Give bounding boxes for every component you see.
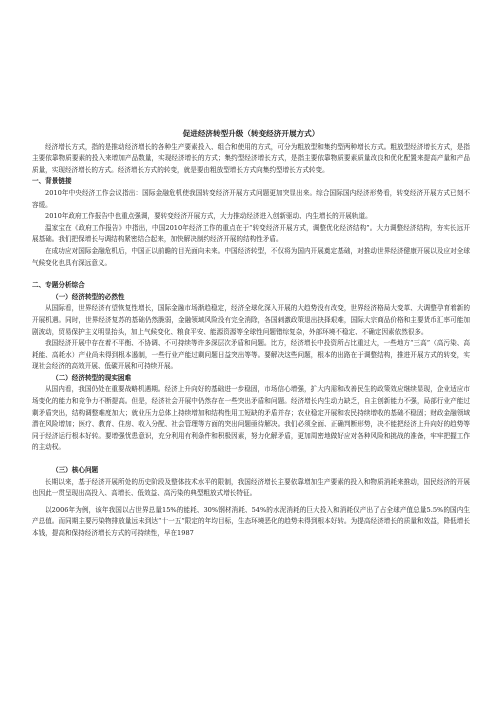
background-paragraph: 温家宝在《政府工作报告》中指出，中国2010年经济工作的重点在于“转变经济开展方式，调整优化经济结构”。大力调整经济结构，夯实长远开展基础。我们把保增长与调结构紧密结合起来，加快解决制约经济开展的结构性矛盾。: [32, 223, 470, 244]
subsection-heading-difficulties: （二）经济转型的现实困难: [52, 373, 132, 382]
section-heading-background: 一、背景链接: [32, 177, 72, 186]
intro-paragraph: 经济增长方式，指的是推动经济增长的各种生产要素投入、组合和使用的方式，可分为粗放型和集约型两种增长方式。粗放型经济增长方式，是指主要依靠物质要素的投入来增加产品数量，实现经济增长的方式；集约型经济增长方式，是指主要依靠物质要素质量改良和优化配置来提高产量和产品质量，实现经济增长的方式。经济增长方式的转变，就是要由粗放型增长方式向集约型增长方式转变。: [32, 142, 470, 174]
necessity-paragraph: 我国经济开展中存在着不平衡、不协调、不可持续等许多深层次矛盾和问题。比方，经济增长中投资所占比重过大，一些地方“三高”（高污染、高耗能、高耗水）产业尚未得到根本遏制，一些行业产能过剩问题日益突出等等。要解决这些问题，根本的出路在于调整结构，推进开展方式的转变，实现社会经济的高效开展、低碳开展和可持续开展。: [32, 339, 470, 371]
background-paragraph: 在成功应对国际金融危机后，中国正以前瞻的目光面向未来。中国经济转型，不仅将为国内开展奠定基础，对推动世界经济健康开展以及应对全球气候变化也具有深远意义。: [32, 246, 470, 267]
core-issues-paragraph: 长期以来，基于经济开展所处的历史阶段及整体技术水平的限制，我国经济增长主要依靠增加生产要素的投入和物质消耗来推动，国民经济的开展也因此一贯呈现出高投入、高增长、低效益、高污染的典型粗放式增长特征。: [32, 477, 470, 498]
background-paragraph: 2010年中央经济工作会议指出：国际金融危机使我国转变经济开展方式问题更加突显出来。综合国际国内经济形势看，转变经济开展方式已刻不容缓。: [32, 188, 470, 209]
background-paragraph: 2010年政府工作报告中也重点强调，要转变经济开展方式，大力推动经济进入创新驱动、内生增长的开展轨道。: [45, 212, 372, 221]
core-issues-paragraph: 以2006年为例，该年我国以占世界总量15%的能耗、30%钢材消耗、54%的水泥消耗的巨大投入和消耗仅产出了占全球产值总量5.5%的国内生产总值。而同期主要污染物排放量远未到达“十一五”限定的年均目标，生态环境恶化的趋势未得到根本好转。为提高经济增长的质量和效益，降低增长本钱，提高和保持经济增长方式的可持续性，早在1987: [32, 505, 470, 537]
document-body: [32, 128, 470, 540]
necessity-paragraph: 从国际看，世界经济有望恢复性增长，国际金融市场渐趋稳定，经济全球化深入开展的大趋势没有改变，世界经济格局大变革、大调整孕育着新的开展机遇。同时，世界经济复苏的基础仍然脆弱，金融领域风险没有完全消除，各国刺激政策退出抉择艰难，国际大宗商品价格和主要货币汇率可能加剧波动，贸易保护主义明显抬头，加上气候变化、粮食平安、能源资源等全球性问题错综复杂，外部环境不稳定、不确定因素依然很多。: [32, 304, 470, 336]
subsection-heading-core-issues: （三）核心问题: [52, 466, 99, 475]
document-title: 促进经济转型升级（转变经济开展方式）: [182, 129, 320, 138]
subsection-heading-necessity: （一）经济转型的必然性: [52, 292, 125, 301]
section-heading-analysis: 二、专题分析综合: [32, 281, 85, 290]
difficulties-paragraph: 从国内看，我国仍处在重要战略机遇期。经济上升向好的基础进一步稳固，市场信心增强，扩大内需和改善民生的政策效应继续显现，企业适应市场变化的能力和竞争力不断提高。但是，经济社会开展中仍然存在一些突出矛盾和问题。经济增长内生动力缺乏，自主创新能力不强，局部行业产能过剩矛盾突出，结构调整难度加大；就业压力总体上持续增加和结构性用工短缺的矛盾并存；农业稳定开展和农民持续增收的基础不稳固；财政金融领域潜在风险增加；医疗、教育、住房、收入分配、社会管理等方面的突出问题亟待解决。我们必须全面、正确判断形势，决不能把经济上升向好的趋势等同于经济运行根本好转。要增强忧患意识，充分利用有利条件和积极因素，努力化解矛盾，更加周密地做好应对各种风险和挑战的准备，牢牢把握工作的主动权。: [32, 385, 470, 452]
